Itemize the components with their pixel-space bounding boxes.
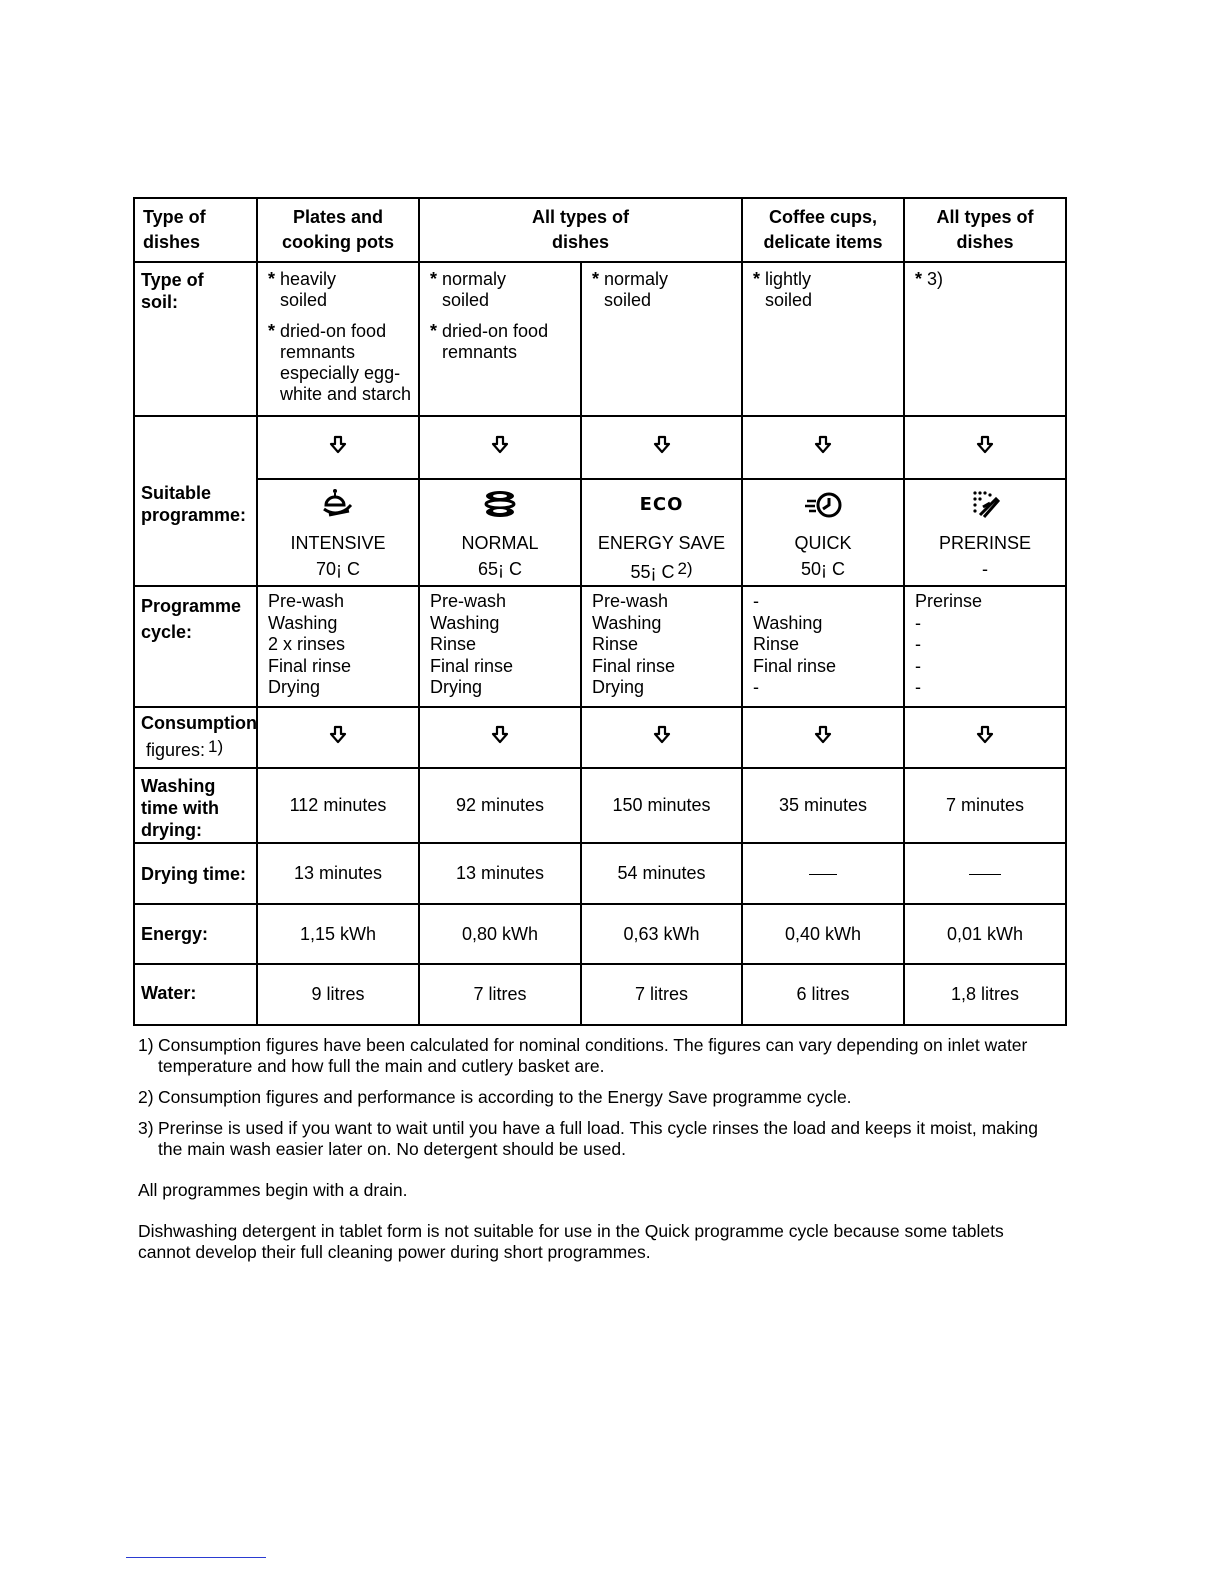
energy-value: 0,80 kWh [419,904,581,964]
footnote-2: 2) Consumption figures and performance is according to the Energy Save programme cycle. [138,1087,852,1107]
down-arrow-icon [653,435,671,455]
cycle-col-5: Prerinse - - - - [904,586,1066,707]
water-label: Water: [134,964,257,1025]
energy-value: 0,40 kWh [742,904,904,964]
programme-table [133,197,1067,1026]
asterisk: * [915,269,923,289]
washing-time-value: 112 minutes [257,768,419,843]
drying-time-label: Drying time: [134,843,257,904]
down-arrow-icon [329,725,347,745]
intensive-icon [321,487,355,521]
eco-icon: ECO [639,493,684,515]
water-value: 7 litres [419,964,581,1025]
down-arrow-icon [976,435,994,455]
consumption-label: Consumption figures: 1) [134,707,257,768]
washing-time-row [134,768,1066,843]
programme-intensive: INTENSIVE 70¡ C [257,479,419,586]
washing-time-value: 35 minutes [742,768,904,843]
paragraph-drain: All programmes begin with a drain. [138,1180,408,1200]
programme-prerinse: PRERINSE - [904,479,1066,586]
header-coffee-cups: Coffee cups, delicate items [742,198,904,262]
arrow-cell [581,416,742,479]
down-arrow-icon [653,725,671,745]
arrow-cell [742,416,904,479]
washing-time-value: 150 minutes [581,768,742,843]
energy-row [134,904,1066,964]
programme-label: Suitable programme: [134,416,257,586]
soil-col-5: * 3) [904,262,1066,416]
cycle-col-4: - Washing Rinse Final rinse - [742,586,904,707]
water-value: 9 litres [257,964,419,1025]
water-value: 7 litres [581,964,742,1025]
programme-row [134,479,1066,586]
energy-value: 0,01 kWh [904,904,1066,964]
arrow-cell [257,707,419,768]
consumption-row [134,707,1066,768]
soil-col-2: * normaly soiled * dried-on food remnants [419,262,581,416]
asterisk: * [268,321,276,341]
arrow-cell [257,416,419,479]
footnote-3: 3) Prerinse is used if you want to wait until you have a full load. This cycle rinses the load and keeps it moist, making the main wash easier later on. No detergent should be used. [138,1118,1038,1159]
washing-time-value: 7 minutes [904,768,1066,843]
prerinse-icon [970,489,1000,519]
soil-label: Type of soil: [134,262,257,416]
asterisk: * [592,269,600,289]
programme-energy-save: ECO ENERGY SAVE 55¡ C 2) [581,479,742,586]
drying-time-row [134,843,1066,904]
header-row [134,198,1066,262]
arrow-cell [904,707,1066,768]
asterisk: * [753,269,761,289]
header-plates: Plates and cooking pots [257,198,419,262]
water-value: 6 litres [742,964,904,1025]
asterisk: * [430,269,438,289]
down-arrow-icon [814,435,832,455]
energy-value: 1,15 kWh [257,904,419,964]
programme-normal: NORMAL 65¡ C [419,479,581,586]
arrow-cell [419,416,581,479]
paragraph-detergent: Dishwashing detergent in tablet form is not suitable for use in the Quick programme cycle because some tablets cannot develop their full cleaning power during short programmes. [138,1221,1004,1262]
washing-time-value: 92 minutes [419,768,581,843]
washing-time-label: Washing time with drying: [134,768,257,843]
down-arrow-icon [976,725,994,745]
down-arrow-icon [491,435,509,455]
soil-col-3: * normaly soiled [581,262,742,416]
asterisk: * [268,269,276,289]
soil-col-4: * lightly soiled [742,262,904,416]
normal-icon [483,489,517,519]
arrow-cell [581,707,742,768]
header-all-types: All types of dishes [419,198,742,262]
drying-time-value: 13 minutes [257,843,419,904]
header-all-types-2: All types of dishes [904,198,1066,262]
quick-icon [803,489,843,519]
cycle-label: Programme cycle: [134,586,257,707]
drying-time-value: 54 minutes [581,843,742,904]
drying-time-none [742,843,904,904]
down-arrow-icon [491,725,509,745]
cycle-col-1: Pre-wash Washing 2 x rinses Final rinse Drying [257,586,419,707]
soil-col-1: * heavily soiled * dried-on food remnants especially egg- white and starch [257,262,419,416]
arrow-cell [904,416,1066,479]
header-label: Type of dishes [134,198,257,262]
programme-quick: QUICK 50¡ C [742,479,904,586]
water-value: 1,8 litres [904,964,1066,1025]
arrow-cell [742,707,904,768]
cycle-col-3: Pre-wash Washing Rinse Final rinse Drying [581,586,742,707]
drying-time-none [904,843,1066,904]
energy-value: 0,63 kWh [581,904,742,964]
water-row [134,964,1066,1025]
asterisk: * [430,321,438,341]
cycle-col-2: Pre-wash Washing Rinse Final rinse Drying [419,586,581,707]
footer-rule [126,1557,266,1558]
down-arrow-icon [814,725,832,745]
drying-time-value: 13 minutes [419,843,581,904]
soil-row [134,262,1066,416]
arrow-cell [419,707,581,768]
cycle-row [134,586,1066,707]
footnote-1: 1) Consumption figures have been calculated for nominal conditions. The figures can vary depending on inlet water temperature and how full the main and cutlery basket are. [138,1035,1028,1076]
programme-arrow-row [134,416,1066,479]
footnotes [138,1035,1038,1263]
down-arrow-icon [329,435,347,455]
energy-label: Energy: [134,904,257,964]
